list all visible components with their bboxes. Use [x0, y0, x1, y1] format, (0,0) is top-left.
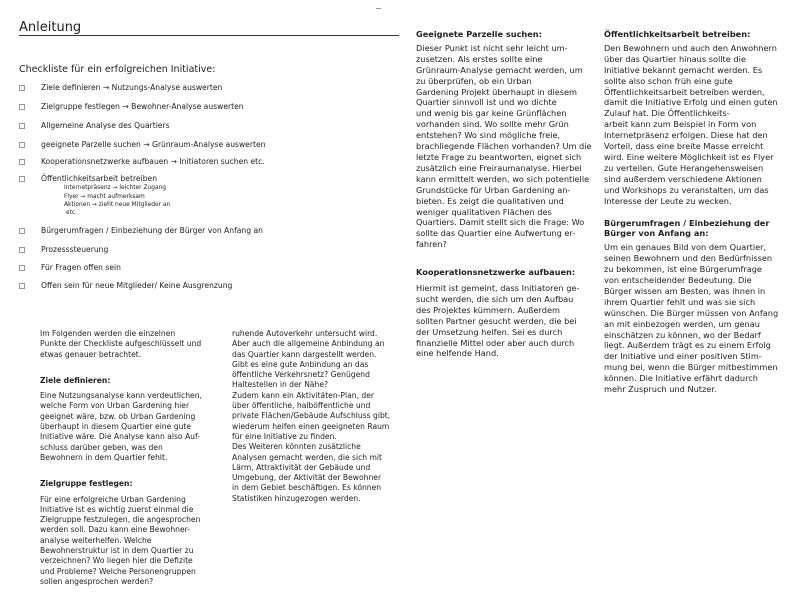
- body-line: Bürger wissen am Besten, was ihnen in: [604, 285, 766, 296]
- body-line: Zielgruppe festzulegen, die angesprochen: [40, 515, 201, 525]
- body-line: sollte also schon früh eine gute: [604, 75, 733, 86]
- body-line: liegt. Außerdem trägt es zu einem Erfolg: [604, 340, 771, 351]
- body-line: und Probleme? Welche Personengruppen: [40, 566, 196, 576]
- body-line: Zudem kann ein Aktivitäten-Plan, der: [232, 390, 374, 400]
- checkbox-icon[interactable]: [19, 247, 25, 253]
- body-line: schluss darüber geben, was den: [40, 442, 163, 452]
- section-heading-zielgruppe: Zielgruppe festlegen:: [40, 479, 133, 489]
- body-line: Um ein genaues Bild von dem Quartier,: [604, 242, 767, 253]
- body-line: Initiative bekannt gemacht werden. Es: [604, 64, 763, 75]
- body-line: sind außerdem verschiedene Aktionen: [604, 173, 762, 184]
- body-line: verzeichnen? Wo liegen hier die Defizite: [40, 556, 193, 566]
- body-line: zu verteilen. Gute Herangehensweisen: [604, 162, 764, 173]
- body-line: über das Quartier hinaus sollte die: [604, 53, 746, 64]
- body-line: überhaupt in diesem Quartier eine gute: [40, 422, 191, 432]
- body-line: damit die Initiative Erfolg und einen guten: [604, 97, 778, 108]
- section-heading-oeffentlichkeit: Öffentlichkeitsarbeit betreiben:: [604, 29, 751, 39]
- sub-note: Internetpräsenz → leichter Zugang: [64, 185, 167, 191]
- section-heading-kooperation: Kooperationsnetzwerke aufbauen:: [416, 267, 576, 278]
- body-line: sollten Partner gesucht werden, die bei: [416, 315, 577, 326]
- intro-line: Punkte der Checkliste aufgeschlüsselt und: [40, 339, 202, 349]
- body-line: vorhanden sind. Wo sollte mehr Grün: [416, 119, 569, 130]
- body-line: Des Weiteren könnten zusätzliche: [232, 442, 361, 452]
- body-line: über öffentliche, halböffentliche und: [232, 401, 371, 411]
- body-line: und wenig bis gar keine Grünflächen: [416, 108, 567, 119]
- section-heading-buerger: Bürgerumfragen / Einbeziehung der: [604, 217, 770, 228]
- body-line: sollte das Quartier eine Aufwertung er-: [416, 228, 576, 239]
- body-line: finanzielle Mittel oder aber auch durch: [416, 337, 575, 348]
- checklist-item-label: Für Fragen offen sein: [41, 263, 121, 272]
- checklist-item-label: Prozesssteuerung: [41, 245, 109, 254]
- body-line: Aber auch die allgemeine Anbindung an: [232, 339, 385, 349]
- section-heading-ziele: Ziele definieren:: [40, 375, 111, 385]
- text-column-4: [604, 29, 794, 395]
- checklist-item-label: geeignete Parzelle suchen → Grünraum-Analyse auswerten: [41, 140, 266, 149]
- body-line: wiederum helfen einen geeigneten Raum: [232, 421, 390, 431]
- checklist-item-label: Kooperationsnetzwerke aufbauen → Initiatoren suchen etc.: [41, 157, 265, 166]
- section-heading-parzelle: Geeignete Parzelle suchen:: [416, 29, 542, 39]
- body-line: ruhende Autoverkehr untersucht wird.: [232, 329, 378, 338]
- sub-note: Flyer → macht aufmerksam: [64, 194, 145, 200]
- body-line: Quartiers. Damit stellt sich die Frage: Wo: [416, 217, 585, 228]
- body-line: und Workshops zu veranstalten, um das: [604, 184, 769, 195]
- body-line: an mit einbezogen werden, um genau: [604, 318, 760, 329]
- checklist-item-label: Ziele definieren → Nutzungs-Analyse auswerten: [41, 83, 223, 92]
- body-line: Dieser Punkt ist nicht sehr leicht um-: [416, 42, 568, 53]
- body-line: kann ermittelt werden, wo sich potentielle: [416, 173, 590, 184]
- body-line: wünschen. Die Bürger müssen von Anfang: [604, 307, 779, 318]
- body-line: zusetzen. Als erstes sollte eine: [416, 53, 543, 64]
- body-line: zusätzlich eine Freiraumanalyse. Hierbei: [416, 162, 582, 173]
- body-line: sucht werden, die sich um den Aufbau: [416, 293, 574, 304]
- body-line: Hiermit ist gemeint, dass Initiatoren ge-: [416, 283, 580, 294]
- body-line: von entscheidender Bedeutung. Die: [604, 275, 752, 286]
- body-line: Internetpräsenz erfolgen. Diese hat den: [604, 130, 768, 141]
- body-line: Den Bewohnern und auch den Anwohnern: [604, 42, 777, 53]
- body-line: wird. Eine weitere Möglichkeit ist es Flyer: [604, 151, 774, 162]
- checkbox-icon[interactable]: [19, 159, 25, 165]
- body-line: des Projektes kümmern. Außerdem: [416, 304, 560, 315]
- page-title: Anleitung: [19, 20, 82, 35]
- body-line: Gardening Projekt überhaupt in diesem: [416, 86, 578, 97]
- right-page: [408, 0, 800, 600]
- body-line: ihrem Quartier fehlt und was sie sich: [604, 296, 756, 307]
- checklist-item-label: Allgemeine Analyse des Quartiers: [41, 121, 170, 130]
- body-line: Vorteil, dass eine breite Masse erreicht: [604, 141, 764, 152]
- body-line: für eine Initiative zu finden.: [232, 431, 337, 441]
- intro-line: Im Folgenden werden die einzelnen: [40, 329, 176, 338]
- body-line: Grundstücke für Urban Gardening an-: [416, 184, 571, 195]
- body-line: analyse weiterhelfen. Welche: [40, 535, 152, 545]
- body-line: Interesse der Leute zu wecken.: [604, 195, 732, 206]
- body-line: Grünraum-Analyse gemacht werden, um: [416, 64, 583, 75]
- body-line: bieten. Es zeigt die qualitativen und: [416, 195, 564, 206]
- body-line: geeignet wäre, bzw. ob Urban Gardening: [40, 411, 196, 421]
- body-line: in dem Gebiet beschäftigen. Es können: [232, 483, 382, 493]
- checklist-item-label: Offen sein für neue Mitglieder/ Keine Ausgrenzung: [41, 281, 233, 290]
- body-line: können. Die Initiative erfährt dadurch: [604, 373, 758, 384]
- body-line: werden soll. Dazu kann eine Bewohner-: [40, 525, 191, 535]
- body-line: der Umsetzung helfen. Sei es durch: [416, 326, 563, 337]
- text-column-2: [232, 329, 402, 504]
- body-line: Initiative wäre. Die Analyse kann also Auf-: [40, 432, 200, 442]
- body-line: seinen Bewohnern und den Bedürfnissen: [604, 253, 773, 264]
- body-line: fahren?: [416, 239, 447, 250]
- body-line: Für eine erfolgreiche Urban Gardening: [40, 494, 186, 504]
- body-line: Umgebung, der Aktivität der Bewohner: [232, 473, 382, 483]
- checkbox-icon[interactable]: [19, 265, 25, 271]
- body-line: entstehen? Wo sind mögliche freie,: [416, 130, 561, 141]
- body-line: Bewohnern in dem Quartier fehlt.: [40, 452, 168, 462]
- body-line: mung bei, wenn die Bürger mitbestimmen: [604, 362, 778, 373]
- checkbox-icon[interactable]: [19, 228, 25, 234]
- body-line: das Quartier kann dargestellt werden.: [232, 349, 377, 359]
- body-line: Haltestellen in der Nähe?: [232, 380, 329, 390]
- body-line: arbeit kann zum Beispiel in Form von: [604, 119, 757, 130]
- body-line: einschätzen zu können, wo der Bedarf: [604, 329, 761, 340]
- checklist-item-label: Öffentlichkeitsarbeit betreiben: [41, 174, 158, 183]
- body-line: letzte Frage zu beantworten, eignet sich: [416, 151, 582, 162]
- body-line: Öffentlichkeitsarbeit betreiben werden,: [604, 86, 765, 97]
- body-line: private Flächen/Gebäude Aufschluss gibt,: [232, 411, 391, 421]
- checklist-item-label: Zielgruppe festlegen → Bewohner-Analyse auswerten: [41, 102, 244, 111]
- checkbox-icon[interactable]: [19, 142, 25, 148]
- intro-line: etwas genauer betrachtet.: [40, 349, 142, 359]
- body-line: Gibt es eine gute Anbindung an das: [232, 359, 369, 369]
- body-line: Zulauf hat. Die Öffentlichkeits-: [604, 108, 730, 119]
- sub-note: Aktionen → zieht neue Mitglieder an: [64, 202, 171, 208]
- body-line: öffentliche Verkehrsnetz? Genügend: [232, 370, 370, 380]
- body-line: eine helfende Hand.: [416, 348, 499, 359]
- body-line: Analysen gemacht werden, die sich mit: [232, 452, 383, 462]
- body-line: Initiative ist es wichtig zuerst einmal die: [40, 504, 194, 514]
- body-line: Eine Nutzungsanalyse kann verdeutlichen,: [40, 391, 202, 401]
- checkbox-icon[interactable]: [19, 85, 25, 91]
- text-column-3: [416, 29, 598, 359]
- checkbox-icon[interactable]: [19, 104, 25, 110]
- title-rule: [19, 35, 399, 36]
- checkbox-icon[interactable]: [19, 176, 25, 182]
- body-line: Statistiken hinzugezogen werden.: [232, 493, 361, 503]
- body-line: Bewohnerstruktur ist in dem Quartier zu: [40, 546, 194, 556]
- checklist-item-label: Bürgerumfragen / Einbeziehung der Bürger von Anfang an: [41, 226, 263, 235]
- body-line: brachliegende Flächen vorhanden? Um die: [416, 141, 592, 152]
- section-heading-buerger: Bürger von Anfang an:: [604, 228, 709, 239]
- body-line: zu überprüfen, ob ein Urban: [416, 75, 532, 86]
- body-line: weniger qualitativen Flächen des: [416, 206, 552, 217]
- body-line: welche Form von Urban Gardening hier: [40, 401, 190, 411]
- body-line: sollen angesprochen werden?: [40, 576, 154, 586]
- body-line: zu bekommen, ist eine Bürgerumfrage: [604, 264, 762, 275]
- text-column-1: [40, 329, 220, 587]
- checkbox-icon[interactable]: [19, 123, 25, 129]
- body-line: mehr Zuspruch und Nutzer.: [604, 384, 717, 395]
- page-marker: [376, 8, 381, 9]
- left-page: [0, 0, 392, 600]
- body-line: der Initiative und einer positiven Stim-: [604, 351, 762, 362]
- sub-note: etc.: [66, 210, 78, 216]
- checklist-heading: Checkliste für ein erfolgreichen Initiative:: [19, 64, 216, 75]
- body-line: Lärm, Attraktivität der Gebäude und: [232, 462, 371, 472]
- body-line: Quartier sinnvoll ist und wo dichte: [416, 97, 557, 108]
- checkbox-icon[interactable]: [19, 283, 25, 289]
